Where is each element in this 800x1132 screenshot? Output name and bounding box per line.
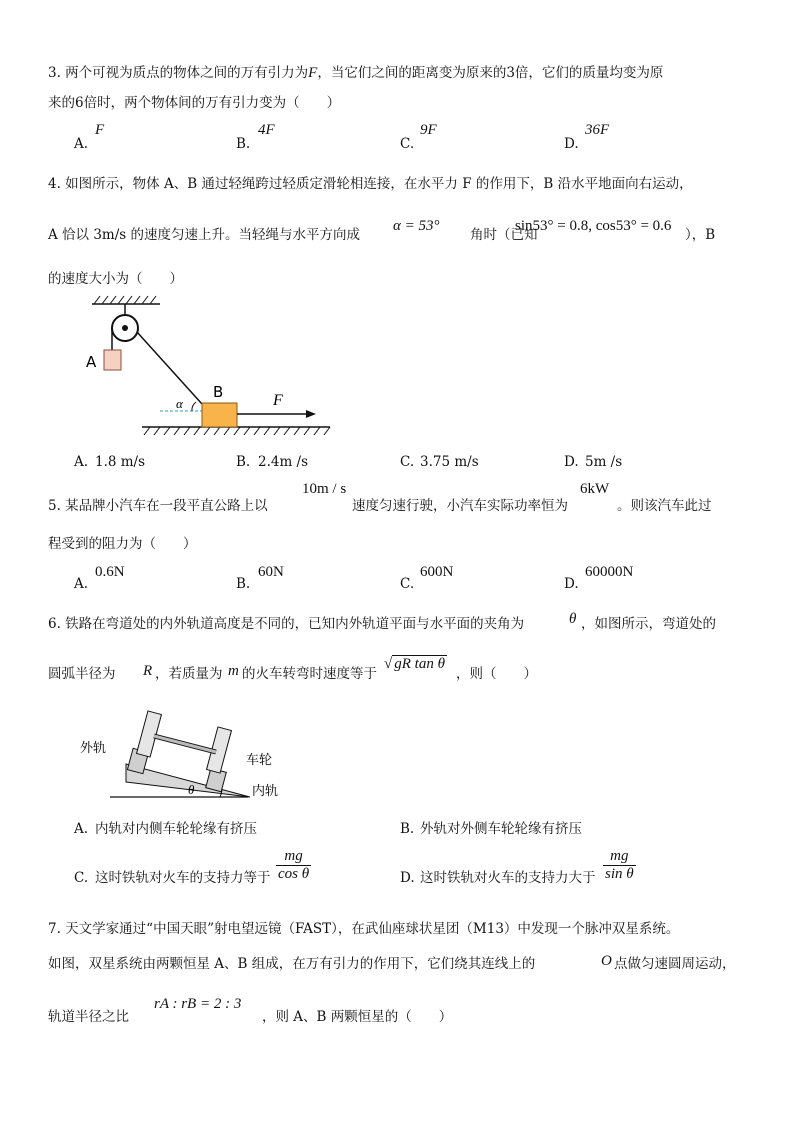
q5-option-c-label: C. xyxy=(400,576,415,592)
q7-line2-b: 点做匀速圆周运动， xyxy=(614,956,736,972)
q6-option-b-label: B. xyxy=(400,821,415,837)
q4-angle: α = 53° xyxy=(393,218,440,234)
q5-speed: 10m / s xyxy=(302,481,347,497)
q3-line1 xyxy=(48,66,663,81)
q4-option-d-label: D. xyxy=(564,454,579,470)
q6-line2-b: ，若质量为 xyxy=(155,666,223,682)
q3-option-a-label: A. xyxy=(74,136,89,152)
q6-option-c-den: cos θ xyxy=(278,866,310,882)
q6-option-d-fraction xyxy=(603,848,636,883)
q6-line2-c: 的火车转弯时速度等于 xyxy=(242,666,377,682)
q6-sqrt-radicand: gR tan θ xyxy=(394,656,445,672)
q4-line2-b: 角时（已知 xyxy=(470,227,538,243)
q4-line2-c: ），B xyxy=(685,227,716,243)
q5-line1-c: 。则该汽车此过 xyxy=(617,498,712,514)
q4-option-b-value: 2.4m /s xyxy=(258,454,309,470)
label-alpha: α xyxy=(176,396,183,411)
q6-option-a-label: A. xyxy=(74,821,89,837)
q3-option-a-value: F xyxy=(95,122,105,138)
q6-var-r: R xyxy=(143,663,153,679)
left-wheel xyxy=(137,711,162,757)
label-force: F xyxy=(273,392,283,409)
q6-option-c-fraction xyxy=(276,848,311,883)
q5-line2: 程受到的阻力为（ ） xyxy=(48,536,197,552)
q6-option-c-text: 这时铁轨对火车的支持力等于 xyxy=(95,870,271,886)
q3-option-d-label: D. xyxy=(564,136,579,152)
q4-option-d-value: 5m /s xyxy=(585,454,623,470)
label-outer-rail: 外轨 xyxy=(80,741,107,756)
q7-ratio: rA : rB = 2 : 3 xyxy=(154,996,242,1012)
q6-option-c-num: mg xyxy=(276,848,311,866)
q5-option-d-label: D. xyxy=(564,576,579,592)
q5-line1-b: 速度匀速行驶，小汽车实际功率恒为 xyxy=(352,498,568,514)
q4-given: sin53° = 0.8, cos53° = 0.6 xyxy=(515,218,672,234)
q4-option-a-value: 1.8 m/s xyxy=(95,454,146,470)
q7-line3-a: 轨道半径之比 xyxy=(48,1009,129,1025)
block-a xyxy=(104,350,121,370)
q6-line1-b: ，如图所示，弯道处的 xyxy=(581,616,716,632)
q4-line1: 4. 如图所示，物体 A、B 通过轻绳跨过轻质定滑轮相连接，在水平力 F 的作用下，B 沿水平地面向右运动， xyxy=(48,176,693,192)
q5-power: 6kW xyxy=(580,481,610,497)
q3-option-d-value: 36F xyxy=(585,122,610,138)
q6-option-b-text: 外轨对外侧车轮轮缘有挤压 xyxy=(420,821,582,837)
q4-option-c-value: 3.75 m/s xyxy=(420,454,479,470)
q5-option-b-value: 60N xyxy=(258,564,284,580)
q6-figure xyxy=(80,702,300,802)
label-a: A xyxy=(86,353,97,371)
q6-option-d-num: mg xyxy=(603,848,636,866)
q7-line1: 7. 天文学家通过“中国天眼”射电望远镜（FAST），在武仙座球状星团（M13）中发现一个脉冲双星系统。 xyxy=(48,921,680,937)
q6-var-m: m xyxy=(228,663,239,679)
q3-option-b-value: 4F xyxy=(258,122,275,138)
q4-option-c-label: C. xyxy=(400,454,415,470)
q6-option-d-label: D. xyxy=(400,870,415,886)
q6-option-c-label: C. xyxy=(74,870,89,886)
q4-option-a-label: A. xyxy=(74,454,89,470)
q6-option-a-text: 内轨对内侧车轮轮缘有挤压 xyxy=(95,821,257,837)
q6-theta: θ xyxy=(569,611,577,627)
q4-line3: 的速度大小为（ ） xyxy=(48,271,183,287)
q3-option-c-label: C. xyxy=(400,136,415,152)
q3-line1-a: 3. 两个可视为质点的物体之间的万有引力为 xyxy=(48,65,309,81)
q5-option-c-value: 600N xyxy=(420,564,454,580)
q5-option-d-value: 60000N xyxy=(585,564,634,580)
q7-line2-a: 如图，双星系统由两颗恒星 A、B 组成，在万有引力的作用下，它们绕其连线上的 xyxy=(48,956,536,972)
q5-line1-a: 5. 某品牌小汽车在一段平直公路上以 xyxy=(48,498,268,514)
q6-line2-a: 圆弧半径为 xyxy=(48,666,116,682)
q7-var-o: O xyxy=(601,953,612,969)
ceiling xyxy=(92,296,160,304)
q3-option-c-value: 9F xyxy=(420,122,437,138)
ground xyxy=(142,427,330,435)
label-b: B xyxy=(213,383,224,401)
q3-option-b-label: B. xyxy=(236,136,251,152)
q6-line2-d: ，则（ ） xyxy=(456,666,537,682)
q4-option-b-label: B. xyxy=(236,454,251,470)
q5-option-a-value: 0.6N xyxy=(95,564,125,580)
q3-line1-b: ，当它们之间的距离变为原来的3倍，它们的质量均变为原 xyxy=(317,65,664,81)
q6-line1-a: 6. 铁路在弯道处的内外轨道高度是不同的，已知内外轨道平面与水平面的夹角为 xyxy=(48,616,525,632)
q4-figure xyxy=(80,292,340,442)
label-wheel: 车轮 xyxy=(246,753,273,768)
q6-sqrt: √ gR tan θ xyxy=(384,656,445,672)
label-inner-rail: 内轨 xyxy=(252,784,279,799)
q3-var-f: F xyxy=(308,65,318,81)
q6-option-d-den: sin θ xyxy=(605,866,634,882)
q7-line3-b: ，则 A、B 两颗恒星的（ ） xyxy=(262,1009,453,1025)
block-b xyxy=(202,403,237,427)
q5-option-b-label: B. xyxy=(236,576,251,592)
q4-line2-a: A 恰以 3m/s 的速度匀速上升。当轻绳与水平方向成 xyxy=(48,227,360,243)
q3-line2: 来的6倍时，两个物体间的万有引力变为（ ） xyxy=(48,95,341,111)
q6-option-d-text: 这时铁轨对火车的支持力大于 xyxy=(420,870,596,886)
q5-option-a-label: A. xyxy=(74,576,89,592)
label-theta: θ xyxy=(188,782,195,797)
